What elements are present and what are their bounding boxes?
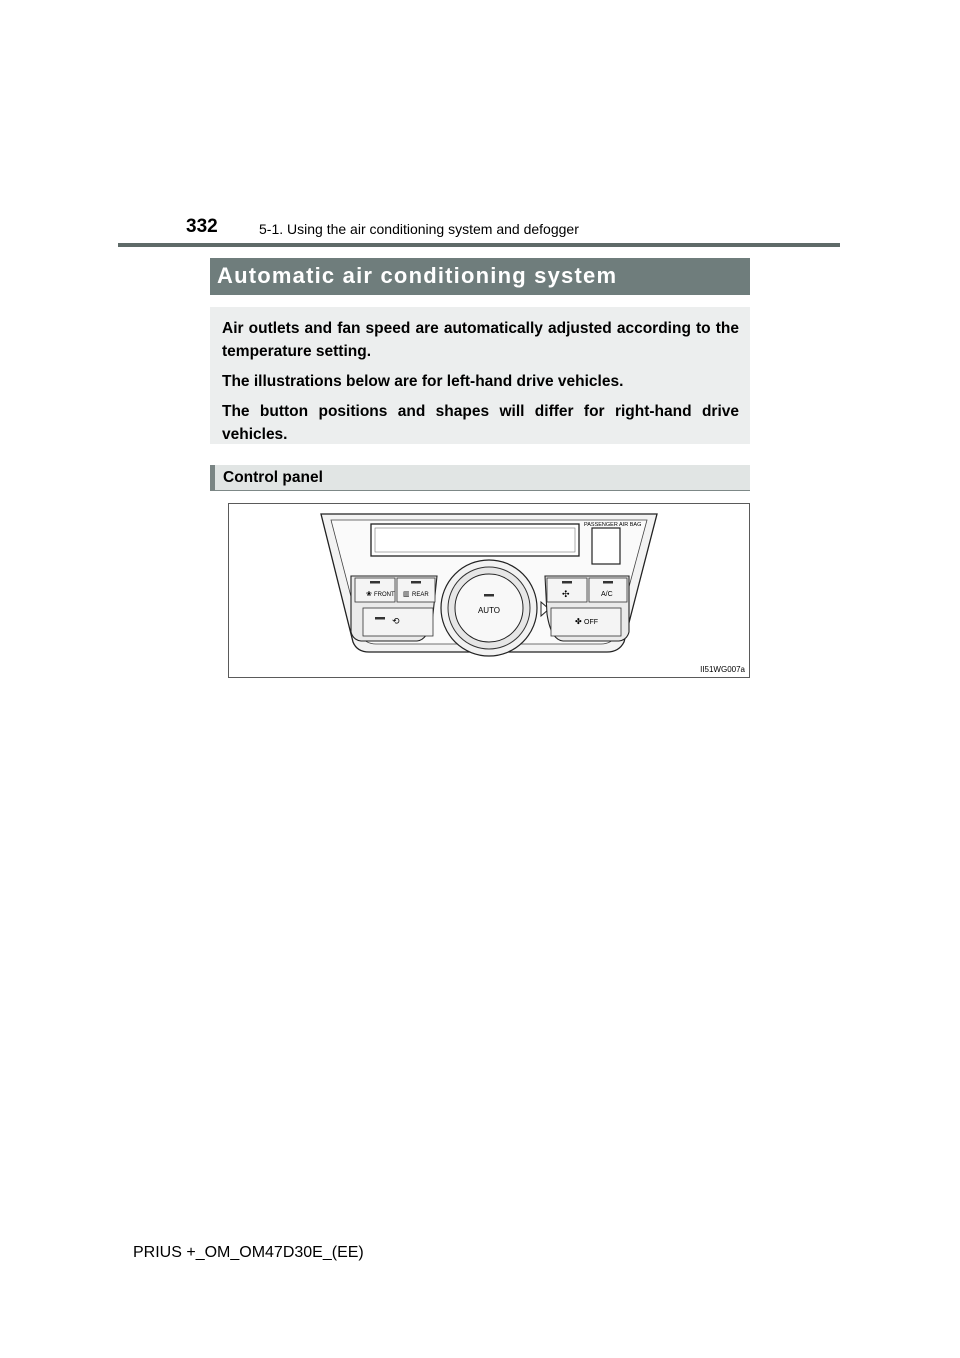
recirculation-icon: ⟲	[392, 616, 400, 626]
intro-box	[210, 307, 750, 444]
fan-icon: ✣	[562, 589, 570, 599]
sub-heading-text: Control panel	[223, 469, 323, 486]
front-icon: ❀	[366, 591, 372, 598]
fan-led	[562, 581, 572, 584]
auto-led	[484, 594, 494, 597]
footer-document-code: PRIUS +_OM_OM47D30E_(EE)	[133, 1244, 364, 1261]
front-label: FRONT	[374, 592, 395, 598]
section-reference: 5-1. Using the air conditioning system and defogger	[259, 221, 579, 237]
recirculation-led	[375, 617, 385, 620]
page-number: 332	[186, 216, 218, 237]
intro-paragraph: The illustrations below are for left-hand drive vehicles.	[222, 373, 624, 390]
control-panel-illustration	[229, 504, 749, 677]
sub-heading-marker	[210, 465, 215, 491]
figure-code: II51WG007a	[700, 665, 745, 674]
passenger-airbag-indicator	[592, 528, 620, 564]
intro-paragraph: The button positions and shapes will differ for right-hand drive vehicles.	[222, 403, 739, 443]
rear-icon: ▥	[403, 591, 410, 598]
display-slot	[371, 524, 579, 556]
passenger-airbag-label: PASSENGER AIR BAG	[584, 522, 642, 528]
front-defog-led	[370, 581, 380, 584]
header-rule	[118, 243, 840, 247]
rear-defog-led	[411, 581, 421, 584]
control-panel-figure	[228, 503, 750, 678]
ac-label: A/C	[601, 591, 613, 598]
page-title: Automatic air conditioning system	[210, 258, 750, 295]
sub-heading	[210, 465, 750, 491]
intro-paragraph: Air outlets and fan speed are automatically adjusted according to the temperature setting.	[222, 320, 739, 360]
rear-label: REAR	[412, 592, 429, 598]
auto-label: AUTO	[477, 606, 501, 615]
off-label: OFF	[584, 619, 598, 626]
ac-led	[603, 581, 613, 584]
fan-off-icon: ✤	[575, 617, 582, 626]
